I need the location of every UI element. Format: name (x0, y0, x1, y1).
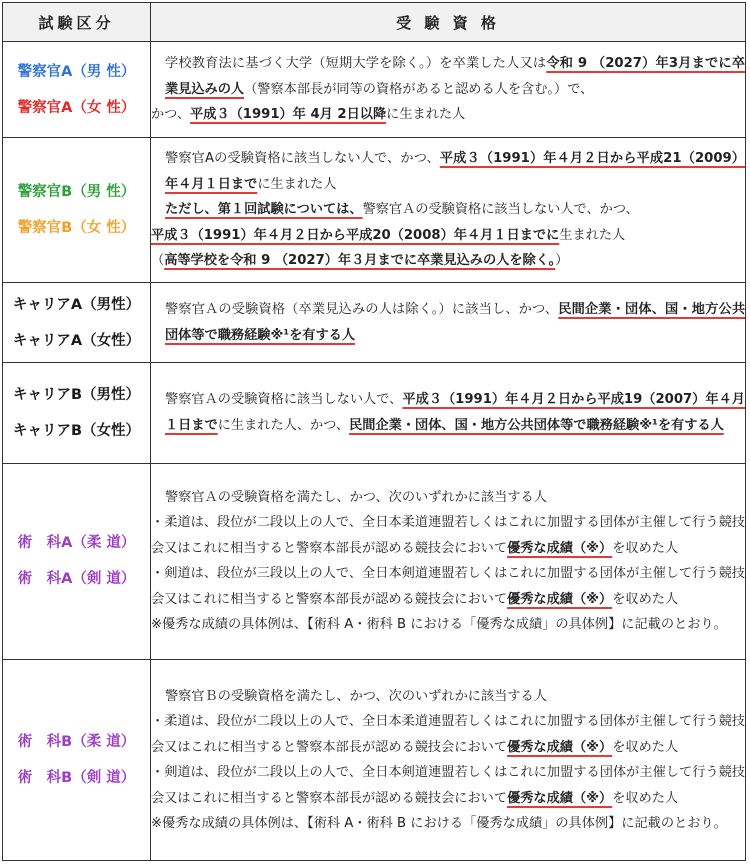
table-row (3, 363, 746, 463)
category-label: 術 科B（柔 道） (17, 734, 136, 751)
emphasis-text: 民間企業・団体、国・地方公共団体等で職務経験※¹を有する人 (349, 417, 724, 433)
table-row (3, 42, 746, 138)
body-text: （ (151, 253, 165, 269)
body-text: を収めた人 (612, 591, 679, 607)
table-row (3, 660, 746, 861)
body-text: ※優秀な成績の具体例は、【術科 A・術科 B における「優秀な成績」の具体例】に記載のとおり。 (151, 617, 727, 633)
qualification-table (2, 2, 746, 861)
emphasis-text: 平成３（1991）年 4月 2日以降 (190, 107, 387, 123)
body-text: 警察官Ａの受験資格に該当しない人で、かつ、 (362, 202, 639, 218)
emphasis-text: 優秀な成績（※） (507, 591, 613, 607)
table-row (3, 282, 746, 362)
desc-line (151, 387, 745, 438)
category-cell (3, 138, 151, 283)
emphasis-text: 平成３（1991）年４月２日から平成20（2008）年４月１日までに (151, 227, 560, 243)
body-text: ・柔道は、段位が二段以上の人で、全日本柔道連盟若しくはこれに加盟する団体が主催して行う競技会又はこれに相当すると警察本部長が認める競技会において (151, 515, 745, 556)
header-qualification: 受 験 資 格 (151, 3, 746, 42)
emphasis-text: ただし、第１回試験については、 (165, 202, 363, 218)
body-text: ） (555, 253, 569, 269)
category-cell (3, 463, 151, 660)
body-text: ・剣道は、段位が三段以上の人で、全日本剣道連盟若しくはこれに加盟する団体が主催して行う競技会又はこれに相当すると警察本部長が認める競技会において (151, 566, 745, 607)
desc-line (151, 684, 745, 710)
category-label: 術 科A（剣 道） (17, 571, 136, 588)
desc-line (151, 760, 745, 811)
body-text: かつ、 (151, 107, 191, 123)
desc-line (151, 51, 745, 102)
category-cell (3, 363, 151, 463)
emphasis-text: 平成３（1991）年４月２日から平成21（2009）年４月１日まで (165, 151, 745, 192)
description-cell (151, 282, 746, 362)
body-text: を収めた人 (612, 739, 679, 755)
desc-line (151, 102, 745, 128)
body-text: 警察官Ａの受験資格に該当しない人で、 (165, 392, 403, 408)
body-text: （警察本部長が同等の資格があると認める人を含む。）で、 (244, 81, 594, 97)
body-text: 学校教育法に基づく大学（短期大学を除く。）を卒業した人又は (165, 56, 547, 72)
desc-line (151, 146, 745, 197)
category-label: 警察官A（女 性） (17, 99, 136, 116)
category-cell (3, 42, 151, 138)
body-text: ・柔道は、段位が二段以上の人で、全日本柔道連盟若しくはこれに加盟する団体が主催して行う競技会又はこれに相当すると警察本部長が認める競技会において (151, 714, 745, 755)
category-label: 警察官A（男 性） (17, 63, 136, 80)
table-row (3, 463, 746, 660)
body-text: を収めた人 (612, 540, 679, 556)
emphasis-text: 令和 9 （2027）年3月までに卒業見込みの人 (165, 56, 745, 97)
emphasis-text: 優秀な成績（※） (507, 540, 613, 556)
body-text: ※優秀な成績の具体例は、【術科 A・術科 B における「優秀な成績」の具体例】に記載のとおり。 (151, 816, 727, 832)
category-label: キャリアB（男性） (12, 386, 141, 403)
category-cell (3, 660, 151, 861)
description-cell (151, 660, 746, 861)
desc-line (151, 197, 745, 223)
body-text: 生まれた人 (559, 227, 626, 243)
desc-line (151, 297, 745, 348)
desc-line (151, 248, 745, 274)
body-text: を収めた人 (612, 790, 679, 806)
body-text: 警察官Ａの受験資格（卒業見込みの人は除く。）に該当し、かつ、 (165, 302, 559, 317)
category-label: 警察官B（女 性） (17, 220, 136, 237)
description-cell (151, 463, 746, 660)
category-label: 警察官B（男 性） (17, 184, 136, 201)
category-label: 術 科A（柔 道） (17, 535, 136, 552)
description-cell (151, 138, 746, 283)
category-label: キャリアA（男性） (12, 296, 141, 313)
desc-line (151, 612, 745, 638)
description-cell (151, 42, 746, 138)
emphasis-text: 民間企業・団体、国・地方公共団体等で職務経験※¹を有する人 (165, 302, 746, 343)
desc-line (151, 510, 745, 561)
body-text: 警察官Aの受験資格に該当しない人で、かつ、 (165, 151, 440, 167)
table-row (3, 138, 746, 283)
category-cell (3, 282, 151, 362)
body-text: に生まれた人 (257, 176, 337, 192)
desc-line (151, 561, 745, 612)
header-category: 試験区分 (3, 3, 151, 42)
category-label: キャリアB（女性） (12, 422, 141, 439)
emphasis-text: 高等学校を令和 9 （2027）年３月までに卒業見込みの人を除く。 (164, 253, 556, 269)
body-text: 警察官Ｂの受験資格を満たし、かつ、次のいずれかに該当する人 (165, 688, 547, 704)
emphasis-text: 優秀な成績（※） (507, 790, 613, 806)
desc-line (151, 485, 745, 511)
emphasis-text: 平成３（1991）年４月２日から平成19（2007）年４月１日まで (165, 392, 745, 433)
body-text: 警察官Ａの受験資格を満たし、かつ、次のいずれかに該当する人 (165, 489, 547, 505)
desc-line (151, 223, 745, 249)
desc-line (151, 709, 745, 760)
description-cell (151, 363, 746, 463)
category-label: キャリアA（女性） (12, 332, 141, 349)
body-text: ・剣道は、段位が二段以上の人で、全日本剣道連盟若しくはこれに加盟する団体が主催して行う競技会又はこれに相当すると警察本部長が認める競技会において (151, 765, 745, 806)
desc-line (151, 811, 745, 837)
category-label: 術 科B（剣 道） (17, 770, 136, 787)
body-text: に生まれた人、かつ、 (217, 417, 350, 433)
emphasis-text: 優秀な成績（※） (507, 739, 613, 755)
body-text: に生まれた人 (386, 107, 466, 123)
